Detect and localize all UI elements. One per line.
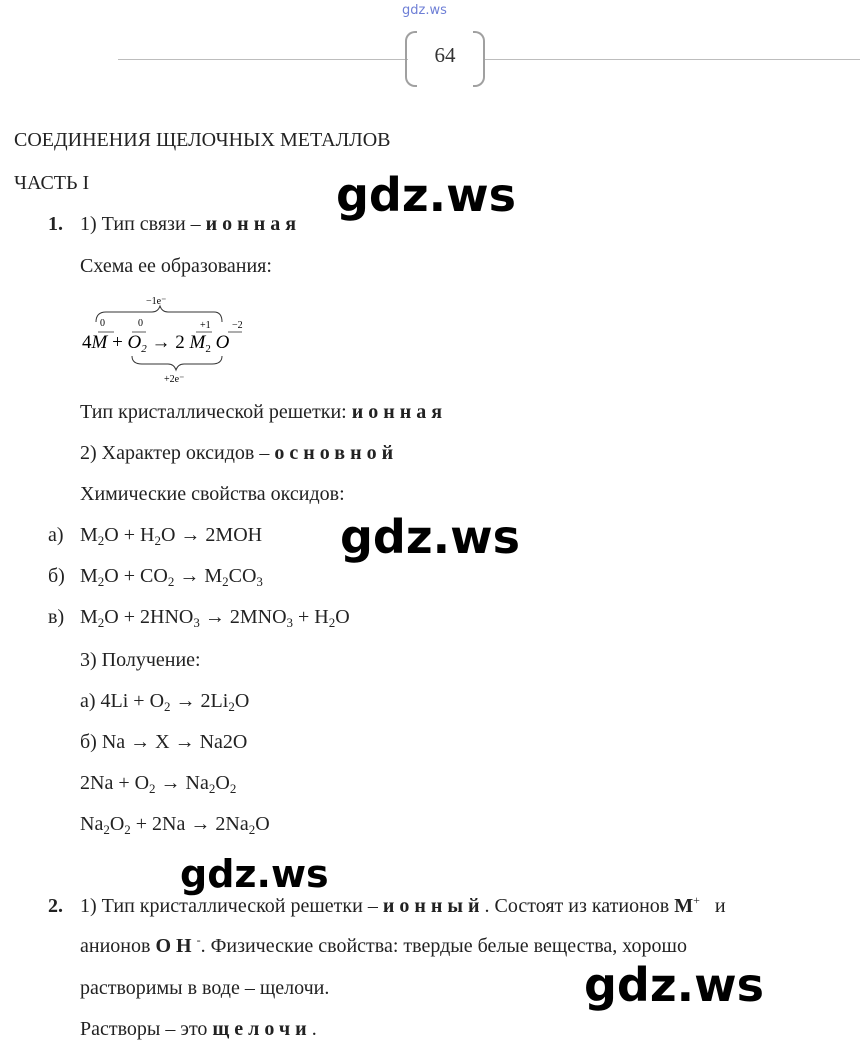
- task-number: 2.: [48, 895, 63, 917]
- reaction-b: $M_2O + CO_2 \to M_2CO_3$: [80, 565, 263, 589]
- formation-scheme: [82, 292, 262, 389]
- bond-type-prefix: 1) Тип связи –: [80, 213, 201, 235]
- lattice-value: ионная: [351, 401, 448, 423]
- reaction-a: $M_2O + H_2O \to 2MOH$: [80, 524, 263, 548]
- task2-line1-suffix: . Состоят из катионов: [484, 895, 670, 917]
- oxide-value: основной: [274, 442, 399, 464]
- task2-line1: [80, 894, 726, 918]
- anion-charge: -: [196, 933, 201, 947]
- obtain-c: $2Na + O_2 \to Na_2O_2$: [80, 772, 237, 796]
- bond-type-line: [80, 212, 301, 236]
- task-number: 1.: [48, 213, 63, 235]
- obtain-d: $Na_2O_2 + 2Na \to 2Na_2O$: [80, 813, 270, 837]
- ox-state-o: 0: [138, 318, 143, 329]
- task2-line1-value: ионный: [382, 895, 485, 917]
- props-label: Химические свойства оксидов:: [80, 483, 345, 505]
- scheme-label: Схема ее образования:: [80, 255, 272, 277]
- watermark-1: gdz.ws: [336, 168, 516, 222]
- bottom-electrons-label: +2e⁻: [164, 374, 185, 384]
- top-electrons-label: −1e⁻: [146, 296, 167, 307]
- watermark-3: gdz.ws: [180, 852, 329, 896]
- task2-line3: растворимы в воде – щелочи.: [80, 977, 330, 999]
- header-rule-left: [118, 59, 408, 60]
- task2-line2-prefix: анионов: [80, 935, 151, 957]
- header-rule-right: [484, 59, 860, 60]
- reaction-c-label: в): [48, 606, 65, 628]
- reaction-c: $M_2O + 2HNO_3 \to 2MNO_3 + H_2O$: [80, 606, 350, 630]
- obtain-b: б) Na → X → Na2O: [80, 731, 248, 753]
- reaction-a-label: а): [48, 524, 64, 546]
- ox-state-o-product: −2: [232, 320, 243, 331]
- obtain-label: 3) Получение:: [80, 649, 201, 671]
- ox-state-m: 0: [100, 318, 105, 329]
- task2-line2: [80, 934, 687, 958]
- task-1: [48, 212, 63, 236]
- reaction-b-label: б): [48, 565, 65, 587]
- cation: M: [674, 895, 694, 917]
- cation-charge: +: [693, 893, 700, 907]
- page-number-box: [405, 31, 485, 85]
- task2-line2-suffix: . Физические свойства: твердые белые вещества, хорошо: [200, 935, 687, 957]
- task2-line4: [80, 1017, 317, 1041]
- task2-line4-end: .: [311, 1018, 317, 1040]
- lattice-prefix: Тип кристаллической решетки:: [80, 401, 347, 423]
- formation-scheme-svg: [82, 292, 262, 384]
- watermark-top: gdz.ws: [402, 3, 447, 18]
- scheme-equation: $4M + O_2 \to 2$ $M_2$ O: [82, 332, 230, 355]
- anion: OH: [155, 935, 197, 957]
- bottom-brace-icon: [132, 356, 222, 370]
- obtain-a: а) $4Li + O_2 \to 2Li_2O$: [80, 690, 250, 714]
- task2-line4-value: щелочи: [212, 1018, 312, 1040]
- task2-line4-prefix: Растворы – это: [80, 1018, 208, 1040]
- oxide-prefix: 2) Характер оксидов –: [80, 442, 270, 464]
- task-2: [48, 894, 63, 918]
- ox-state-m-product: +1: [200, 320, 211, 331]
- bond-type-value: ионная: [205, 213, 302, 235]
- and-word: и: [714, 895, 726, 917]
- watermark-4: gdz.ws: [584, 958, 764, 1012]
- page-number: 64: [434, 43, 456, 67]
- watermark-2: gdz.ws: [340, 510, 520, 564]
- oxide-line: [80, 441, 398, 465]
- lattice-line: [80, 400, 447, 424]
- section-heading: СОЕДИНЕНИЯ ЩЕЛОЧНЫХ МЕТАЛЛОВ: [14, 129, 391, 151]
- part-label: ЧАСТЬ I: [14, 172, 90, 194]
- task2-line1-prefix: 1) Тип кристаллической решетки –: [80, 895, 378, 917]
